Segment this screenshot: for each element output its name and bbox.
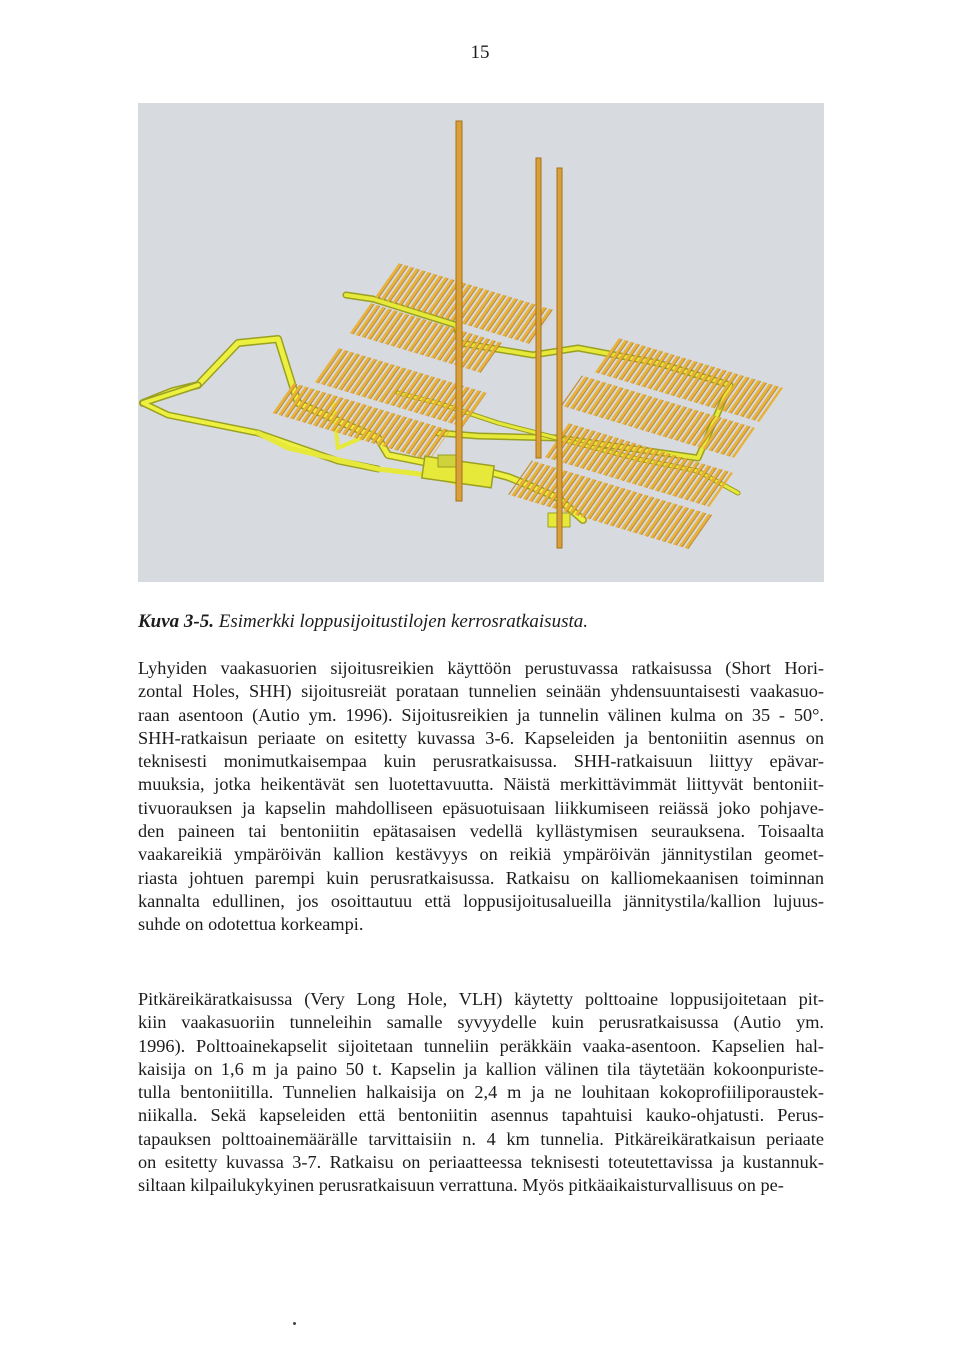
figure-caption-label: Kuva 3-5.: [138, 611, 214, 632]
paragraph-line: Lyhyiden vaakasuorien sijoitusreikien käyttöön perustuvassa ratkaisussa (Short Hori-: [138, 658, 824, 678]
paragraph-line: Pitkäreikäratkaisussa (Very Long Hole, VLH) käytetty polttoaine loppusijoitetaan pit-: [138, 989, 824, 1009]
paragraph-line: riasta johtuen parempi kuin perusratkaisussa. Ratkaisu on kalliomekaanisen toiminnan: [138, 867, 824, 888]
paragraph-line: siltaan kilpailukykyinen perusratkaisuun verrattuna. Myös pitkäaikaisturvallisuus on pe-: [138, 1175, 784, 1196]
paragraph-line: teknisesti monimutkaisempaa kuin perusratkaisussa. SHH-ratkaisuun liittyy epävar-: [138, 751, 824, 772]
page-number: 15: [470, 42, 490, 63]
paragraph-line: tulla bentoniitilla. Tunnelien halkaisija on 2,4 m ja ne louhitaan kokoprofiiliporaustek-: [138, 1082, 824, 1103]
paragraph-line: kiin vaakasuoriin tunneleihin samalle syvyydelle kuin perusratkaisussa (Autio ym.: [138, 1012, 824, 1033]
paragraph-line: raan asentoon (Autio ym. 1996). Sijoitusreikien ja tunnelin välinen kulma on 35 - 50°.: [138, 704, 824, 725]
figure-caption-text: Esimerkki loppusijoitustilojen kerrosratkaisusta.: [218, 611, 588, 632]
paragraph-line: tapauksen polttoainemäärälle tarvittaisiin n. 4 km tunnelia. Pitkäreikäratkaisun periaate: [138, 1128, 824, 1149]
paragraph-line: kannalta edullinen, jos osoittautuu että loppusijoitusalueilla jännitystila/kallion lujuus-: [138, 890, 824, 911]
figure-caption: [138, 611, 588, 633]
paragraph-line: zontal Holes, SHH) sijoitusreiät porataan tunnelien seinään yhdensuuntaisesti vaakasuo-: [138, 681, 824, 702]
paragraph-line: den paineen tai bentoniitin epätasaisen vedellä kyllästymisen seurauksena. Toisaalta: [138, 821, 824, 842]
scan-speck: [293, 1322, 296, 1325]
paragraph-line: tivuorauksen ja kapselin mahdolliseen epäsuotuisaan liikkumiseen reiässä joko pohjave-: [138, 797, 824, 818]
paragraph-line: vaakareikiä ympäröivän kallion kestävyys on reikiä ympäröivän jännitystilan geomet-: [138, 844, 824, 865]
paragraph-vlh: [138, 988, 824, 1198]
paragraph-shh: [138, 657, 824, 937]
paragraph-line: SHH-ratkaisun periaate on esitetty kuvassa 3-6. Kapseleiden ja bentoniitin asennus on: [138, 727, 824, 748]
repository-layout-illustration: [138, 103, 824, 582]
paragraph-line: on esitetty kuvassa 3-7. Ratkaisu on periaatteessa teknisesti toteutettavissa ja kustannuk-: [138, 1152, 824, 1173]
paragraph-line: suhde on odotettua korkeampi.: [138, 914, 364, 935]
repository-layout-figure: [138, 103, 824, 582]
paragraph-line: kaisija on 1,6 m ja paino 50 t. Kapselin ja kallion välinen tila täytetään kokoonpuriste-: [138, 1058, 824, 1079]
paragraph-line: 1996). Polttoainekapselit sijoitetaan tunneliin peräkkäin vaaka-asentoon. Kapselien hal-: [138, 1035, 824, 1056]
deposition-hole-arrays: [272, 263, 783, 549]
paragraph-line: muuksia, jotka heikentävät sen luotettavuutta. Näistä merkittävimmät liittyvät bentoniit-: [138, 774, 824, 795]
paragraph-line: niikalla. Sekä kapseleiden että bentoniitin asennus tapahtuisi kauko-ohjatusti. Perus-: [138, 1105, 824, 1126]
